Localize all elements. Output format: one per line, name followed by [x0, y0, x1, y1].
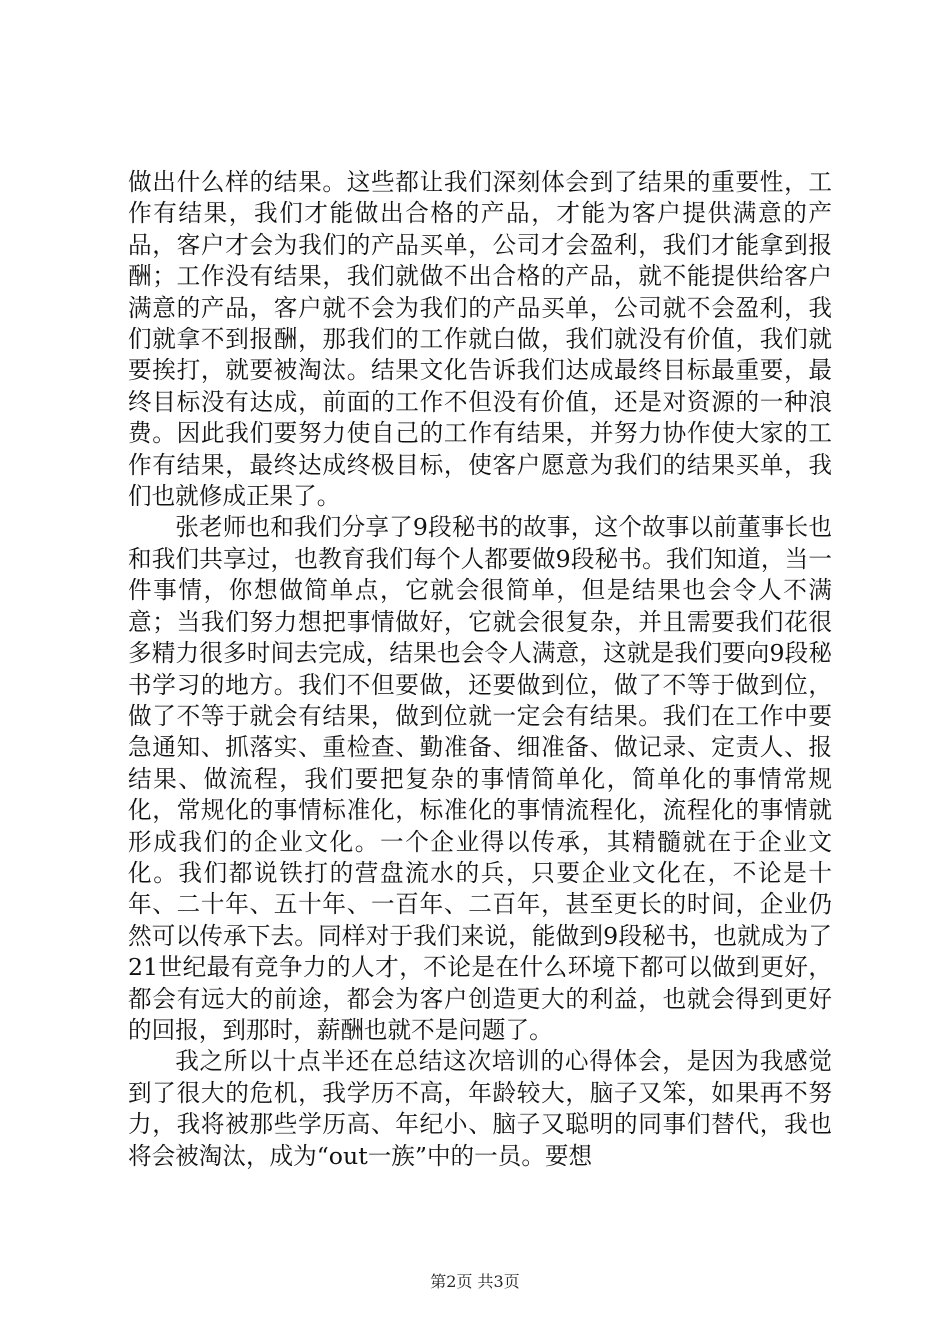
body-text	[128, 167, 832, 1172]
paragraph-1: 做出什么样的结果。这些都让我们深刻体会到了结果的重要性，工作有结果，我们才能做出合格的产品，才能为客户提供满意的产品，客户才会为我们的产品买单，公司才会盈利，我们才能拿到报酬；工作没有结果，我们就做不出合格的产品，就不能提供给客户满意的产品，客户就不会为我们的产品买单，公司就不会盈利，我们就拿不到报酬，那我们的工作就白做，我们就没有价值，我们就要挨打，就要被淘汰。结果文化告诉我们达成最终目标最重要，最终目标没有达成，前面的工作不但没有价值，还是对资源的一种浪费。因此我们要努力使自己的工作有结果，并努力协作使大家的工作有结果，最终达成终极目标，使客户愿意为我们的结果买单，我们也就修成正果了。	[128, 168, 832, 511]
paragraph-3: 我之所以十点半还在总结这次培训的心得体会，是因为我感觉到了很大的危机，我学历不高，年龄较大，脑子又笨，如果再不努力，我将被那些学历高、年纪小、脑子又聪明的同事们替代，我也将会被淘汰，成为“out一族”中的一员。要想	[128, 1047, 832, 1170]
paragraph-2: 张老师也和我们分享了9段秘书的故事，这个故事以前董事长也和我们共享过，也教育我们每个人都要做9段秘书。我们知道，当一件事情，你想做简单点，它就会很简单，但是结果也会令人不满意；当我们努力想把事情做好，它就会很复杂，并且需要我们花很多精力很多时间去完成，结果也会令人满意，这就是我们要向9段秘书学习的地方。我们不但要做，还要做到位，做了不等于做到位，做了不等于就会有结果，做到位就一定会有结果。我们在工作中要急通知、抓落实、重检查、勤准备、细准备、做记录、定责人、报结果、做流程，我们要把复杂的事情简单化，简单化的事情常规化，常规化的事情标准化，标准化的事情流程化，流程化的事情就形成我们的企业文化。一个企业得以传承，其精髓就在于企业文化。我们都说铁打的营盘流水的兵，只要企业文化在，不论是十年、二十年、五十年、一百年、二百年，甚至更长的时间，企业仍然可以传承下去。同样对于我们来说，能做到9段秘书，也就成为了21世纪最有竞争力的人才，不论是在什么环境下都可以做到更好，都会有远大的前途，都会为客户创造更大的利益，也就会得到更好的回报，到那时，薪酬也就不是问题了。	[128, 513, 832, 1044]
page-footer: 第2页 共3页	[430, 1272, 520, 1291]
